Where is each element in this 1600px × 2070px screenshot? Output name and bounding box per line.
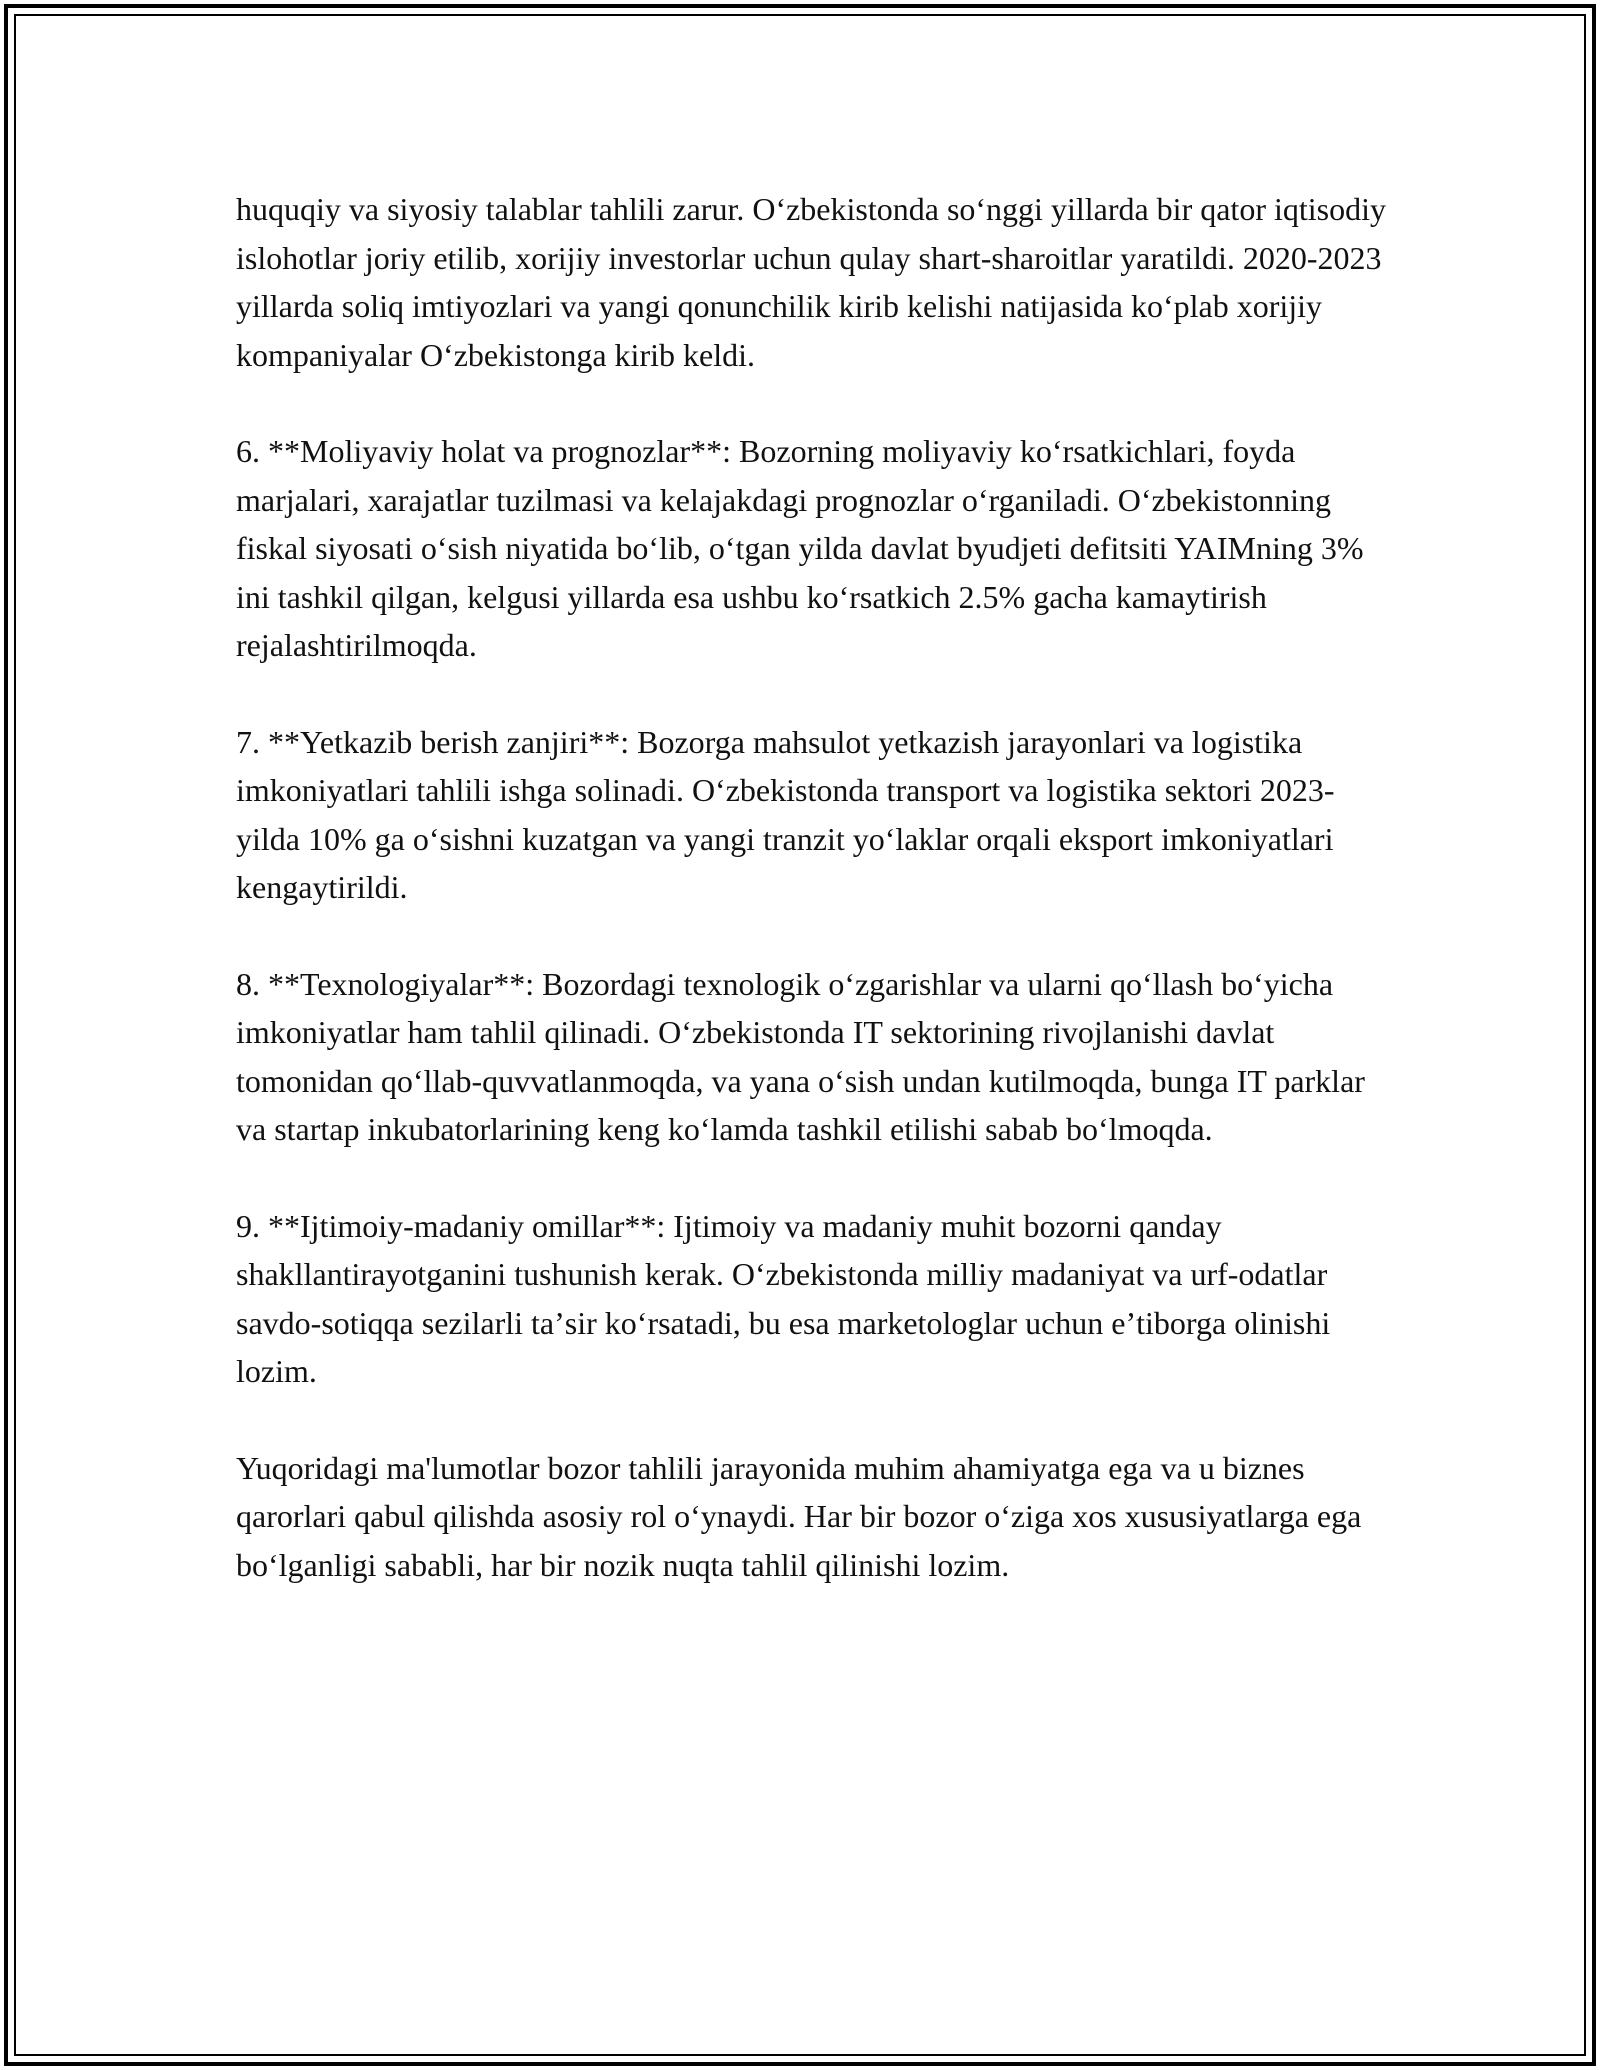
paragraph-legal-political: huquqiy va siyosiy talablar tahlili zarur. Oʻzbekistonda soʻnggi yillarda bir qator iqtisodiy islohotlar joriy etilib, xorijiy investorlar uchun qulay shart-sharoitlar yaratildi. 2020-2023 yillarda soliq imtiyozlari va yangi qonunchilik kirib kelishi natijasida koʻplab xorijiy kompaniyalar Oʻzbekistonga kirib keldi. [236,191,1386,373]
document-body [236,185,1386,1589]
paragraph-socio-cultural: 9. **Ijtimoiy-madaniy omillar**: Ijtimoiy va madaniy muhit bozorni qanday shakllantirayotganini tushunish kerak. Oʻzbekistonda milliy madaniyat va urf-odatlar savdo-sotiqqa sezilarli taʼsir koʻrsatadi, bu esa marketologlar uchun eʼtiborga olinishi lozim. [236,1207,1331,1389]
paragraph-conclusion: Yuqoridagi ma'lumotlar bozor tahlili jarayonida muhim ahamiyatga ega va u biznes qarorlari qabul qilishda asosiy rol oʻynaydi. Har bir bozor oʻziga xos xususiyatlarga ega boʻlganligi sababli, har bir nozik nuqta tahlil qilinishi lozim. [236,1449,1362,1583]
paragraph-financial-forecast: 6. **Moliyaviy holat va prognozlar**: Bozorning moliyaviy koʻrsatkichlari, foyda marjalari, xarajatlar tuzilmasi va kelajakdagi prognozlar oʻrganiladi. Oʻzbekistonning fiskal siyosati oʻsish niyatida boʻlib, oʻtgan yilda davlat byudjeti defitsiti YAIMning 3% ini tashkil qilgan, kelgusi yillarda esa ushbu koʻrsatkich 2.5% gacha kamaytirish rejalashtirilmoqda. [236,433,1364,663]
paragraph-technologies: 8. **Texnologiyalar**: Bozordagi texnologik oʻzgarishlar va ularni qoʻllash boʻyicha imkoniyatlar ham tahlil qilinadi. Oʻzbekistonda IT sektorining rivojlanishi davlat tomonidan qoʻllab-quvvatlanmoqda, va yana oʻsish undan kutilmoqda, bunga IT parklar va startap inkubatorlarining keng koʻlamda tashkil etilishi sabab boʻlmoqda. [236,965,1365,1147]
paragraph-supply-chain: 7. **Yetkazib berish zanjiri**: Bozorga mahsulot yetkazish jarayonlari va logistika imkoniyatlari tahlili ishga solinadi. Oʻzbekistonda transport va logistika sektori 2023-yilda 10% ga oʻsishni kuzatgan va yangi tranzit yoʻlaklar orqali eksport imkoniyatlari kengaytirildi. [236,723,1335,905]
